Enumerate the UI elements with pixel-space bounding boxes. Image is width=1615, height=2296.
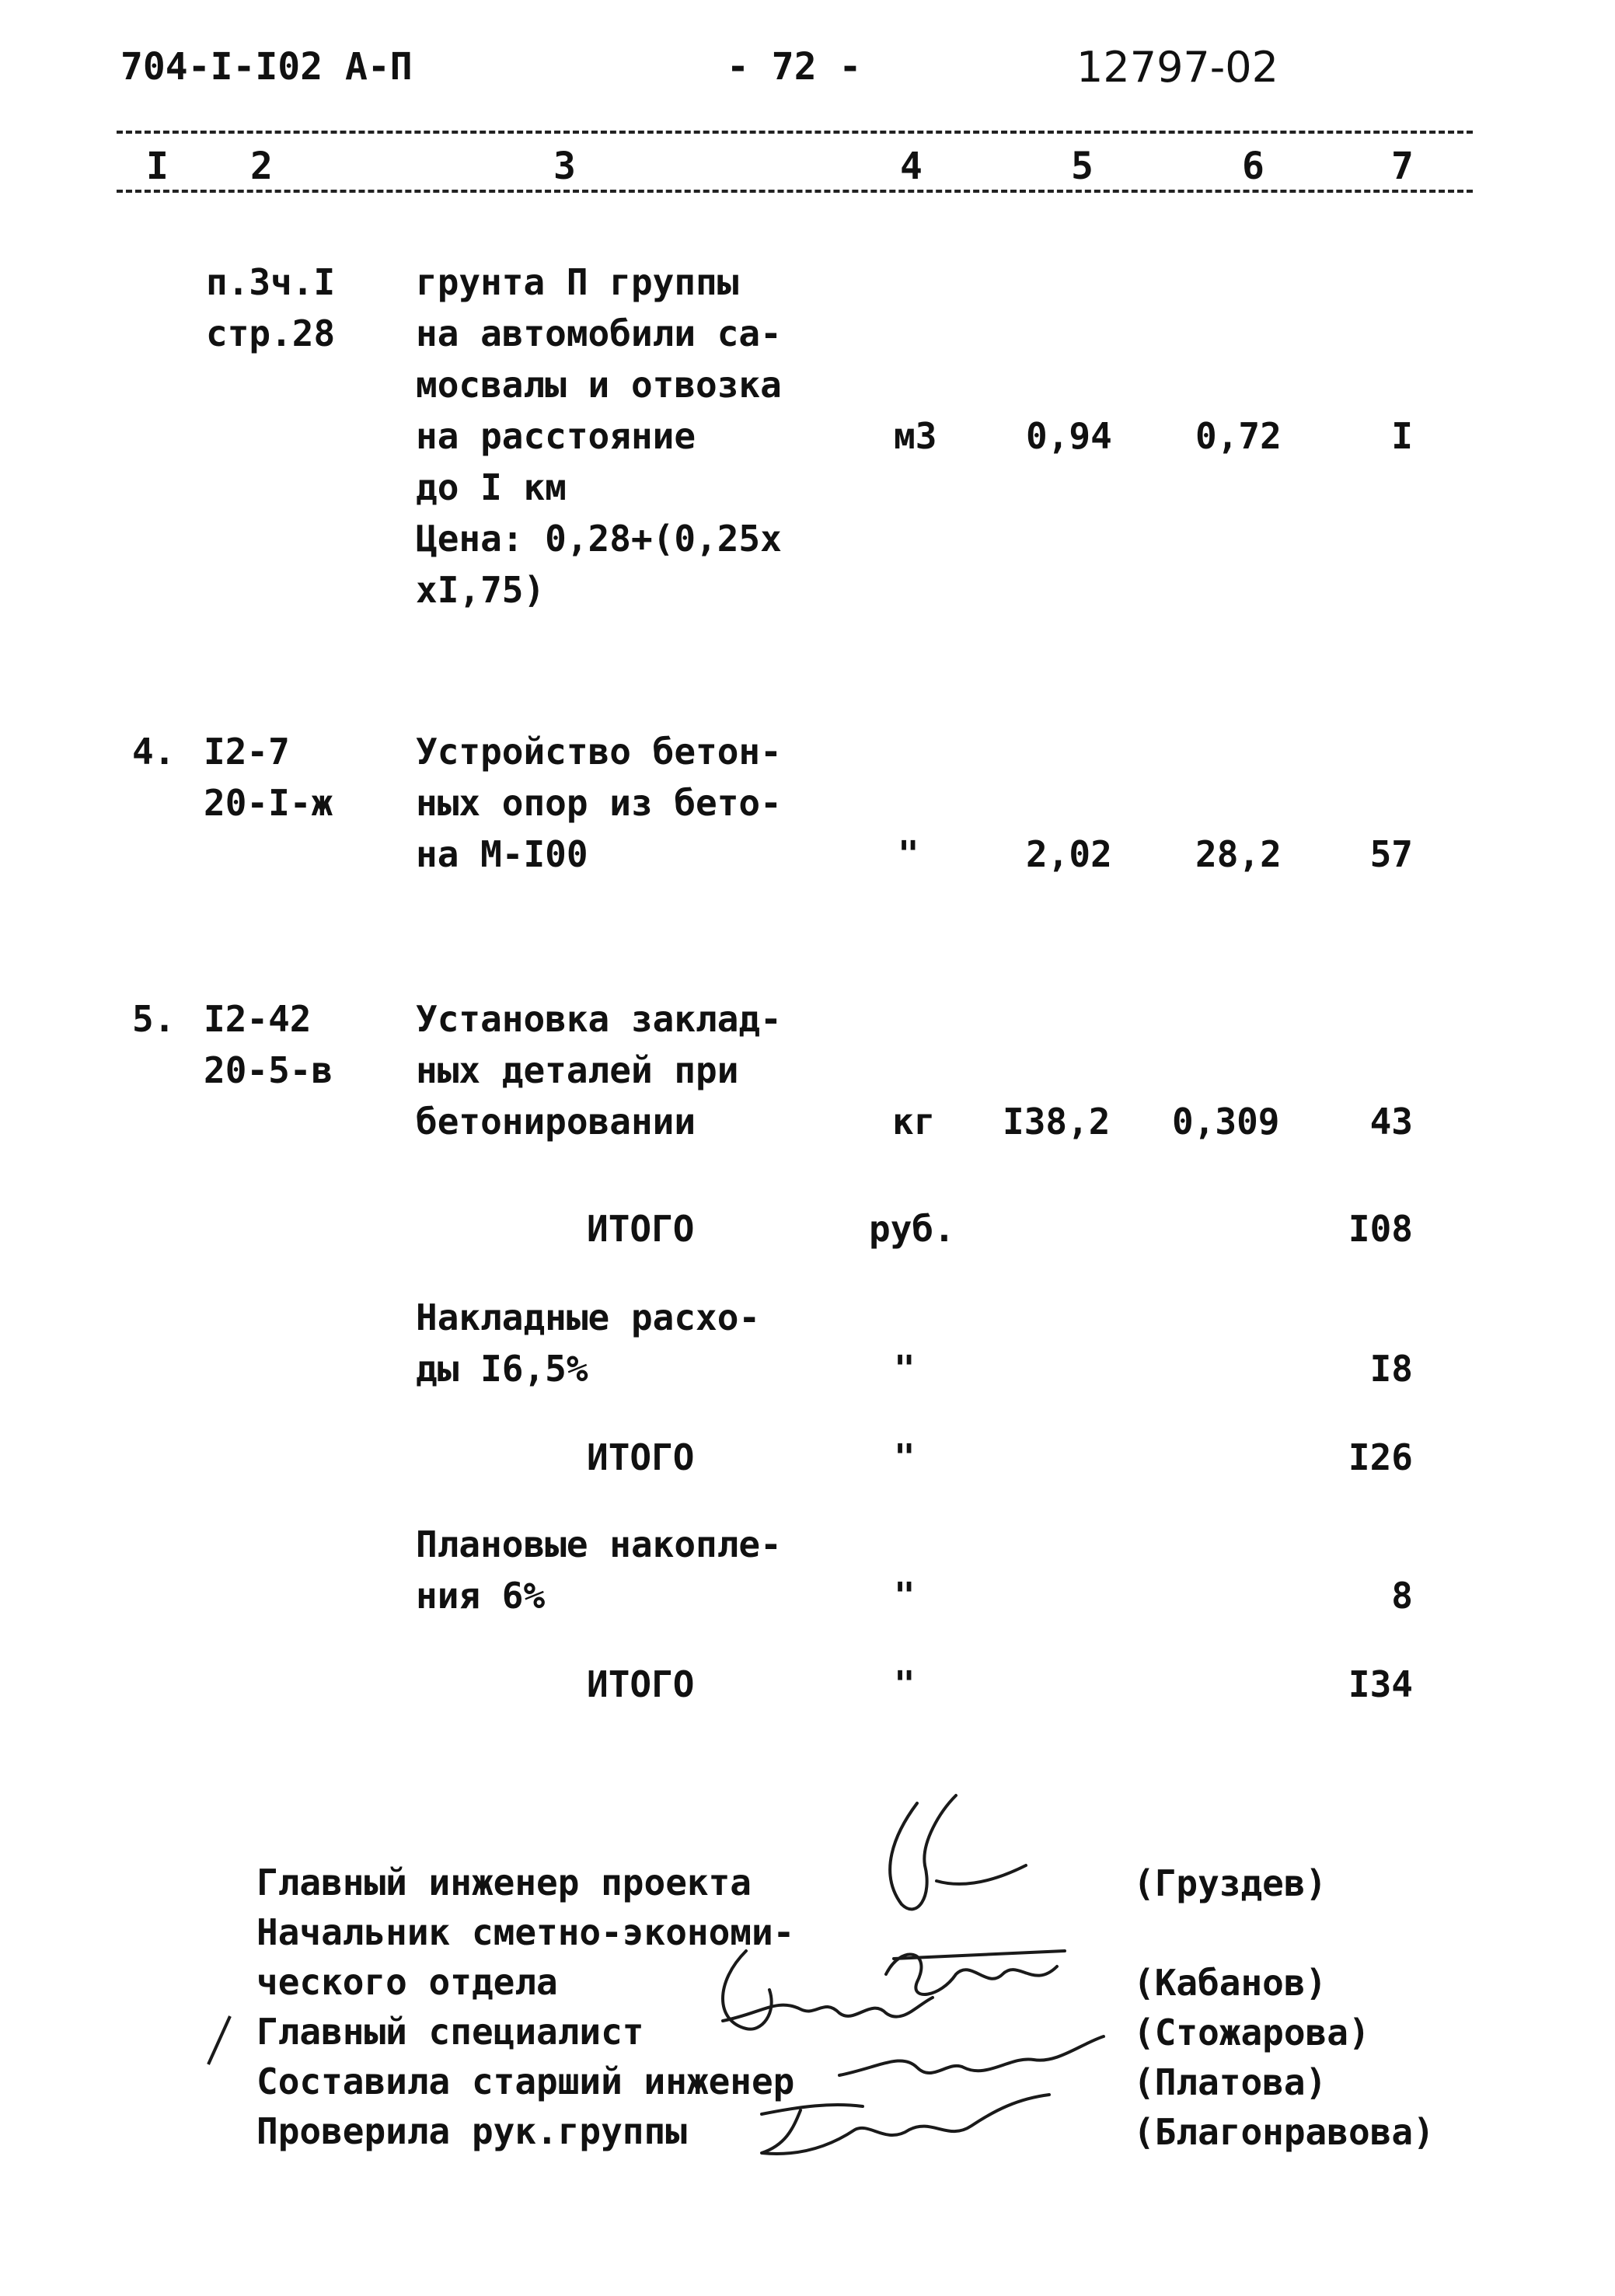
desc-line: на расстояние <box>416 415 696 457</box>
ref-line: 20-5-в <box>204 1049 333 1091</box>
desc-line: Цена: 0,28+(0,25х <box>416 518 782 560</box>
desc-line: Устройство бетон- <box>416 731 782 773</box>
col-number-7: 7 <box>1391 145 1414 188</box>
signature-name-blagonravova: (Благонравова) <box>1133 2111 1435 2153</box>
row-1-description <box>416 256 782 616</box>
row-4-price: 28,2 <box>1195 833 1282 875</box>
label-line: Накладные расхо- <box>416 1296 761 1338</box>
handwritten-signature-1 <box>863 1780 1041 1935</box>
header-rule-bottom <box>117 190 1473 193</box>
desc-line: на автомобили са- <box>416 312 782 354</box>
overhead-unit: " <box>894 1348 916 1390</box>
planned-accumulation-label <box>416 1519 782 1621</box>
row-5-ref <box>204 993 333 1096</box>
planned-accumulation-unit: " <box>894 1575 916 1617</box>
desc-line: до I км <box>416 466 567 508</box>
signature-title: Главный инженер проекта <box>256 1862 752 1903</box>
signature-title: Начальник сметно-экономи- <box>256 1911 795 1953</box>
signature-title: ческого отдела <box>256 1961 558 2003</box>
summary-total-3-value: I34 <box>1348 1663 1413 1705</box>
label-line: ния 6% <box>416 1575 546 1617</box>
row-1-total: I <box>1391 415 1413 457</box>
desc-line: на М-I00 <box>416 833 588 875</box>
desc-line: ных опор из бето- <box>416 782 782 824</box>
ref-line: I2-42 <box>204 998 312 1040</box>
summary-total-2-label: ИТОГО <box>587 1436 695 1478</box>
signature-title: Главный специалист <box>256 2011 644 2053</box>
row-4-description <box>416 726 782 880</box>
row-5-description <box>416 993 782 1147</box>
label-line: Плановые накопле- <box>416 1523 782 1565</box>
margin-slash-mark <box>204 2013 235 2067</box>
desc-line: ных деталей при <box>416 1049 739 1091</box>
desc-line: Установка заклад- <box>416 998 782 1040</box>
row-4-total: 57 <box>1369 833 1413 875</box>
col-number-5: 5 <box>1071 145 1094 188</box>
summary-total-1-label: ИТОГО <box>587 1208 695 1250</box>
signature-title: Составила старший инженер <box>256 2060 795 2102</box>
row-1-price: 0,72 <box>1195 415 1282 457</box>
col-number-1: I <box>146 145 169 188</box>
planned-accumulation-value: 8 <box>1391 1575 1413 1617</box>
signature-name-kabanov: (Кабанов) <box>1133 1962 1327 2004</box>
summary-total-2-value: I26 <box>1348 1436 1413 1478</box>
archive-number: 12797-02 <box>1076 43 1278 92</box>
col-number-2: 2 <box>250 145 273 188</box>
ref-line: п.3ч.I <box>206 261 336 303</box>
col-number-3: 3 <box>553 145 576 188</box>
signature-name-platova: (Платова) <box>1133 2061 1327 2103</box>
summary-total-3-label: ИТОГО <box>587 1663 695 1705</box>
row-1-ref <box>206 256 335 359</box>
ref-line: I2-7 <box>204 731 290 773</box>
header-rule-top <box>117 131 1473 134</box>
ref-line: стр.28 <box>206 312 336 354</box>
summary-total-2-unit: " <box>894 1436 916 1478</box>
col-number-6: 6 <box>1242 145 1264 188</box>
page-number: - 72 - <box>727 45 862 89</box>
desc-line: хI,75) <box>416 569 546 611</box>
row-5-price: 0,309 <box>1172 1101 1280 1143</box>
desc-line: мосвалы и отвозка <box>416 364 782 406</box>
summary-total-3-unit: " <box>894 1663 916 1705</box>
row-5-qty: I38,2 <box>1003 1101 1111 1143</box>
desc-line: бетонировании <box>416 1101 696 1143</box>
col-number-4: 4 <box>900 145 923 188</box>
row-5-number: 5. <box>132 998 176 1040</box>
desc-line: грунта П группы <box>416 261 739 303</box>
row-5-unit: кг <box>892 1101 936 1143</box>
row-1-qty: 0,94 <box>1026 415 1112 457</box>
handwritten-signature-5 <box>738 2083 1096 2169</box>
signature-name-stozharova: (Стожарова) <box>1133 2012 1370 2053</box>
summary-total-1-unit: руб. <box>869 1208 955 1250</box>
summary-total-1-value: I08 <box>1348 1208 1413 1250</box>
row-4-qty: 2,02 <box>1026 833 1112 875</box>
signature-title: Проверила рук.группы <box>256 2110 687 2152</box>
overhead-value: I8 <box>1369 1348 1413 1390</box>
row-5-total: 43 <box>1369 1101 1413 1143</box>
row-4-number: 4. <box>132 731 176 773</box>
row-1-unit: м3 <box>894 415 937 457</box>
signature-name-gruzdev: (Груздев) <box>1133 1862 1327 1904</box>
ref-line: 20-I-ж <box>204 782 333 824</box>
overhead-label <box>416 1292 760 1394</box>
row-4-unit: " <box>898 833 919 875</box>
label-line: ды I6,5% <box>416 1348 588 1390</box>
row-4-ref <box>204 726 333 829</box>
doc-code: 704-I-I02 А-П <box>120 45 413 89</box>
